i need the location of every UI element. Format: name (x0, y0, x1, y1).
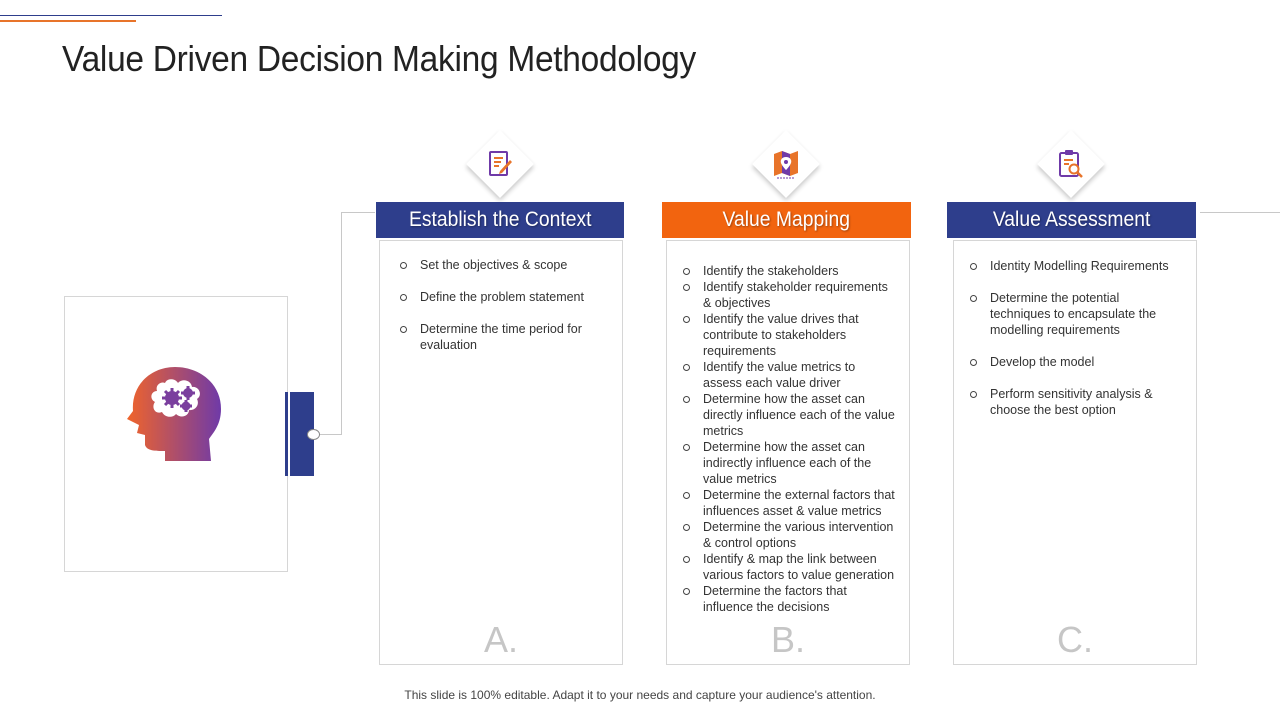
list-item: Identify & map the link between various factors to value generation (681, 551, 895, 583)
slide-title: Value Driven Decision Making Methodology (62, 38, 696, 79)
footer-note: This slide is 100% editable. Adapt it to your needs and capture your audience's attention. (404, 688, 876, 702)
column-title: Value Mapping (722, 208, 851, 231)
connector-line (1200, 212, 1280, 213)
list-item: Perform sensitivity analysis & choose the best option (968, 386, 1182, 418)
list-item: Identify the value drives that contribute to stakeholders requirements (681, 311, 895, 359)
head-with-gears-icon (125, 361, 225, 463)
list-item: Determine how the asset can directly influence each of the value metrics (681, 391, 895, 439)
list-item: Identify stakeholder requirements & objectives (681, 279, 895, 311)
column-title: Establish the Context (408, 208, 592, 231)
bullet-list (398, 257, 598, 369)
column-card (953, 240, 1197, 665)
top-accent-line-orange (0, 20, 136, 22)
list-item: Develop the model (968, 354, 1182, 370)
list-item: Identify the stakeholders (681, 263, 895, 279)
list-item: Determine the external factors that influences asset & value metrics (681, 487, 895, 519)
list-item: Determine the potential techniques to encapsulate the modelling requirements (968, 290, 1182, 338)
connector-line (341, 212, 342, 434)
column-card (666, 240, 910, 665)
list-item: Determine the factors that influence the decisions (681, 583, 895, 615)
column-header (376, 202, 624, 238)
column-letter: A. (483, 619, 518, 660)
column-letter: B. (770, 619, 805, 660)
column-header (662, 202, 911, 238)
column-title: Value Assessment (992, 208, 1151, 231)
list-item: Determine the various intervention & control options (681, 519, 895, 551)
connector-line (341, 212, 375, 213)
document-edit-icon (480, 144, 520, 184)
column-card (379, 240, 623, 665)
map-pin-icon (766, 144, 806, 184)
column-header (947, 202, 1196, 238)
connector-dot (307, 429, 320, 440)
bullet-list (681, 263, 895, 615)
head-illustration-box (64, 296, 288, 572)
list-item: Determine the time period for evaluation (398, 321, 598, 353)
list-item: Identity Modelling Requirements (968, 258, 1182, 274)
list-item: Set the objectives & scope (398, 257, 598, 273)
clipboard-search-icon (1051, 144, 1091, 184)
column-letter: C. (1057, 619, 1093, 660)
list-item: Determine how the asset can indirectly influence each of the value metrics (681, 439, 895, 487)
bullet-list (968, 258, 1182, 434)
top-accent-line-blue (0, 15, 222, 16)
list-item: Identify the value metrics to assess each value driver (681, 359, 895, 391)
list-item: Define the problem statement (398, 289, 598, 305)
